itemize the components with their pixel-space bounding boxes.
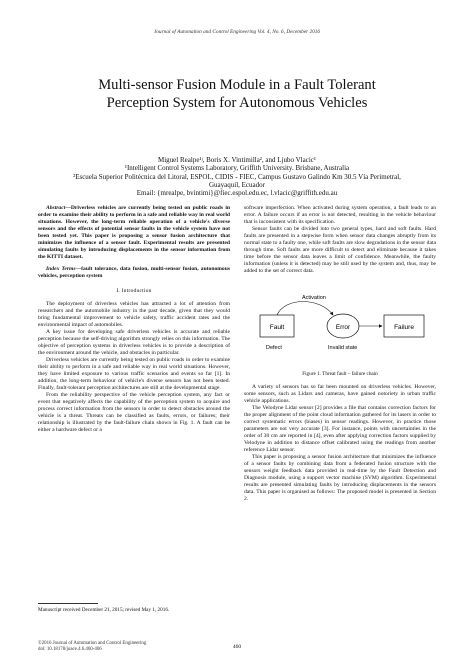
- paragraph: From the reliability perspective of the vehicle perception system, any fact or event that negatively affects the capability of the perception system to acquire and process correct information from the sensors in order to detect obstacles around the vehicle is a threat. Threats can be classified as faults, errors, or failures; their relationship is illustrated by the fault-failure chain shown in Fig. 1. A fault can be either a hardware defect or a: [38, 392, 230, 434]
- error-label: Error: [335, 324, 351, 332]
- invalid-state-label: Invalid state: [328, 345, 358, 352]
- page-number: 460: [232, 644, 242, 650]
- abstract: [38, 205, 230, 261]
- affiliation-3: Guayaquil, Ecuador: [209, 180, 265, 189]
- activation-label: Activation: [302, 295, 326, 302]
- affiliation-2: ²Escuela Superior Politécnica del Litoral, ESPOL, CIDIS - FIEC, Campus Gustavo Galindo Km 30.5 Vía Perimetral,: [73, 172, 401, 181]
- figure-caption: Figure 1. Threat fault – failure chain: [302, 371, 378, 378]
- abstract-text: —Driverless vehicles are currently being tested on public roads in order to examine their ability to perform in a safe and reliable way in real world situations. However, the long-term reliable operation of a vehicle's diverse sensors and the effects of potential sensor faults in the vehicle system have not been tested yet. This paper is proposing a sensor fusion architecture that minimizes the influence of a sensor fault. Experimental results are presented simulating faults by introducing displacements in the sensor information from the KITTI dataset.: [38, 205, 230, 261]
- paragraph: software imperfection. When activated during system operation, a fault leads to an error. A failure occurs if an error is not detected, resulting in the vehicle behaviour that is inconsistent with its specification.: [244, 205, 436, 226]
- index-terms-text: —fault tolerance, data fusion, multi-sensor fusion, autonomous vehicles, perception system: [38, 266, 230, 280]
- paragraph: This paper is proposing a sensor fusion architecture that minimizes the influence of a sensor faults by combining data from a federated fusion structure with the sensors weight feedback data provided in real-time by the Fault Detection and Diagnosis module, using a support vector machine (SVM) algorithm. Experimental results are presented simulating faults by introducing displacements in the sensors data. This paper is organised as follows: The proposed model is presented in Section 2.: [244, 453, 436, 503]
- index-terms: [38, 266, 230, 280]
- fault-label: Fault: [269, 324, 285, 332]
- index-terms-label: Index Terms: [46, 266, 76, 273]
- defect-label: Defect: [266, 345, 282, 352]
- title-line-2: Perception System for Autonomous Vehicles: [106, 94, 368, 111]
- journal-header: Journal of Automation and Control Engineering Vol. 4, No. 6, December 2016: [153, 29, 321, 35]
- paragraph: Driverless vehicles are currently being tested on public roads in order to examine their ability to perform in a safe and reliable way in real world situations. However, they have limited exposure to various traffic scenarios and events so far [1]. In addition, the long-term behaviour of vehicle's diverse sensors has not been tested. Finally, fault-tolerant perception architectures are still at the developmental stage.: [38, 356, 230, 392]
- author-email: Email: {mrealpe, bvintimi}@fiec.espol.edu.ec, l.vlacic@griffith.edu.au: [136, 189, 338, 198]
- paragraph: The Velodyne Lidar sensor [2] provides a file that contains correction factors for the proper alignment of the point cloud information gathered for its lasers in order to correct systematic errors (biases) in sensor readings. However, in practice those parameters are not very accurate [3]. For instance, points with uncertainties in the order of 30 cm are reported in [4], even after applying correction factors supplied by Velodyne in addition to distance offset calibrated using the readings from another reference Lidar sensor.: [244, 404, 436, 453]
- paragraph: A variety of sensors has so far been mounted on driverless vehicles. However, some sensors, such as Lidars and cameras, have gained notoriety in urban traffic vehicle applications.: [244, 383, 436, 404]
- paragraph: Sensor faults can be divided into two general types, hard and soft faults. Hard faults are presented in a stepwise form when sensor data changes abruptly from its normal state to a faulty one, while soft faults are slow degradations in the sensor data through time. Soft faults are more difficult to detect and eliminate because it takes time before the sensor data leaves a limit of confidence. Meanwhile, the faulty information (unless it is detected) may be still used by the system and, thus, may be added to the set of correct data.: [244, 226, 436, 275]
- activation-arrow: [277, 302, 333, 316]
- section-heading-introduction: I. Introduction: [116, 288, 152, 295]
- footnote: Manuscript received December 21, 2015; revised May 1, 2016.: [38, 607, 170, 613]
- left-column: [38, 205, 230, 434]
- author-names: Miguel Realpe¹ʲ, Boris X. Vintimilla², and Ljubo Vlacic¹: [158, 156, 316, 164]
- copyright-line: ©2016 Journal of Automation and Control Engineering: [38, 641, 147, 646]
- abstract-label: Abstract: [46, 205, 66, 211]
- affiliation-1: ¹Intelligent Control Systems Laboratory, Griffith University. Brisbane, Australia: [124, 164, 350, 173]
- doi-line: doi: 10.18178/joace.4.6.460-466: [38, 647, 102, 653]
- paper-title: [40, 77, 434, 112]
- author-block: [40, 156, 434, 197]
- failure-label: Failure: [394, 324, 414, 332]
- fault-failure-chain-diagram: [250, 285, 432, 369]
- paragraph: A key issue for developing safe driverless vehicles is accurate and reliable perception because the self-driving algorithm strongly relies on this information. The objective of perception systems in driverless vehicles is to provide a description of the environment around the vehicle, and obstacles in particular.: [38, 328, 230, 356]
- footnote-rule: [38, 603, 98, 604]
- figure-1: [244, 281, 436, 369]
- title-line-1: Multi-sensor Fusion Module in a Fault Tolerant: [98, 77, 376, 93]
- right-column: [244, 205, 436, 503]
- paragraph: The deployment of driverless vehicles has attracted a lot of attention from researchers and the automobile industry in the past decade, given that they would bring fundamental improvement to vehicle safety, traffic accident rates and the environmental impact of automobiles.: [38, 300, 230, 328]
